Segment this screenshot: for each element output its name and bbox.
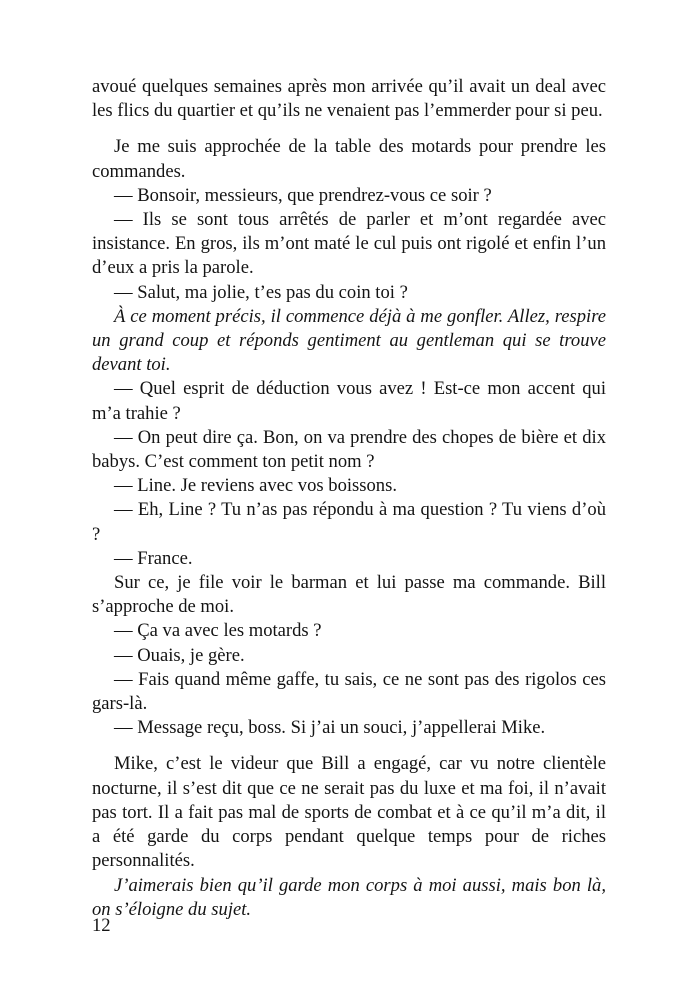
paragraph-narration: Sur ce, je file voir le barman et lui passe ma commande. Bill s’approche de moi.	[92, 572, 606, 618]
dialogue-line: — Ils se sont tous arrêtés de parler et m’ont regardée avec insistance. En gros, ils m’ont maté le cul puis ont rigolé et enfin l’un d’eux a pris la parole.	[92, 209, 606, 279]
dialogue-line: — France.	[114, 547, 193, 569]
dialogue-line: — Bonsoir, messieurs, que prendrez-vous ce soir ?	[114, 184, 492, 206]
dialogue-line: — On peut dire ça. Bon, on va prendre des chopes de bière et dix babys. C’est comment ton petit nom ?	[92, 426, 606, 473]
paragraph-continuation: avoué quelques semaines après mon arrivée qu’il avait un deal avec les flics du quartier et qu’ils ne venaient pas l’emmerder pour si peu.	[92, 76, 606, 122]
body-text	[92, 75, 606, 922]
dialogue-line: — Salut, ma jolie, t’es pas du coin toi ?	[114, 281, 408, 303]
page-number: 12	[92, 915, 111, 936]
paragraph-narration: Mike, c’est le videur que Bill a engagé, car vu notre clientèle nocturne, il s’est dit que ce ne serait pas du luxe et ma foi, il n’avait pas tort. Il a fait pas mal de sports de combat et à ce qu’il m’a dit, il a été garde du corps pendant quelque temps pour de riches personnalités.	[92, 753, 606, 872]
inner-thought: À ce moment précis, il commence déjà à me gonfler. Allez, respire un grand coup et réponds gentiment au gentleman qui se trouve devant toi.	[92, 305, 606, 376]
dialogue-line: — Ouais, je gère.	[114, 644, 245, 666]
dialogue-line: — Eh, Line ? Tu n’as pas répondu à ma question ? Tu viens d’où ?	[92, 499, 606, 545]
dialogue-line: — Line. Je reviens avec vos boissons.	[114, 475, 397, 497]
paragraph-narration: Je me suis approchée de la table des motards pour prendre les commandes.	[92, 136, 606, 182]
dialogue-line: — Ça va avec les motards ?	[114, 620, 322, 642]
dialogue-line: — Message reçu, boss. Si j’ai un souci, j’appellerai Mike.	[114, 717, 546, 739]
inner-thought: J’aimerais bien qu’il garde mon corps à moi aussi, mais bon là, on s’éloigne du sujet.	[92, 874, 606, 920]
dialogue-line: — Fais quand même gaffe, tu sais, ce ne sont pas des rigolos ces gars-là.	[92, 668, 606, 715]
dialogue-line: — Quel esprit de déduction vous avez ! Est-ce mon accent qui m’a trahie ?	[92, 378, 606, 424]
